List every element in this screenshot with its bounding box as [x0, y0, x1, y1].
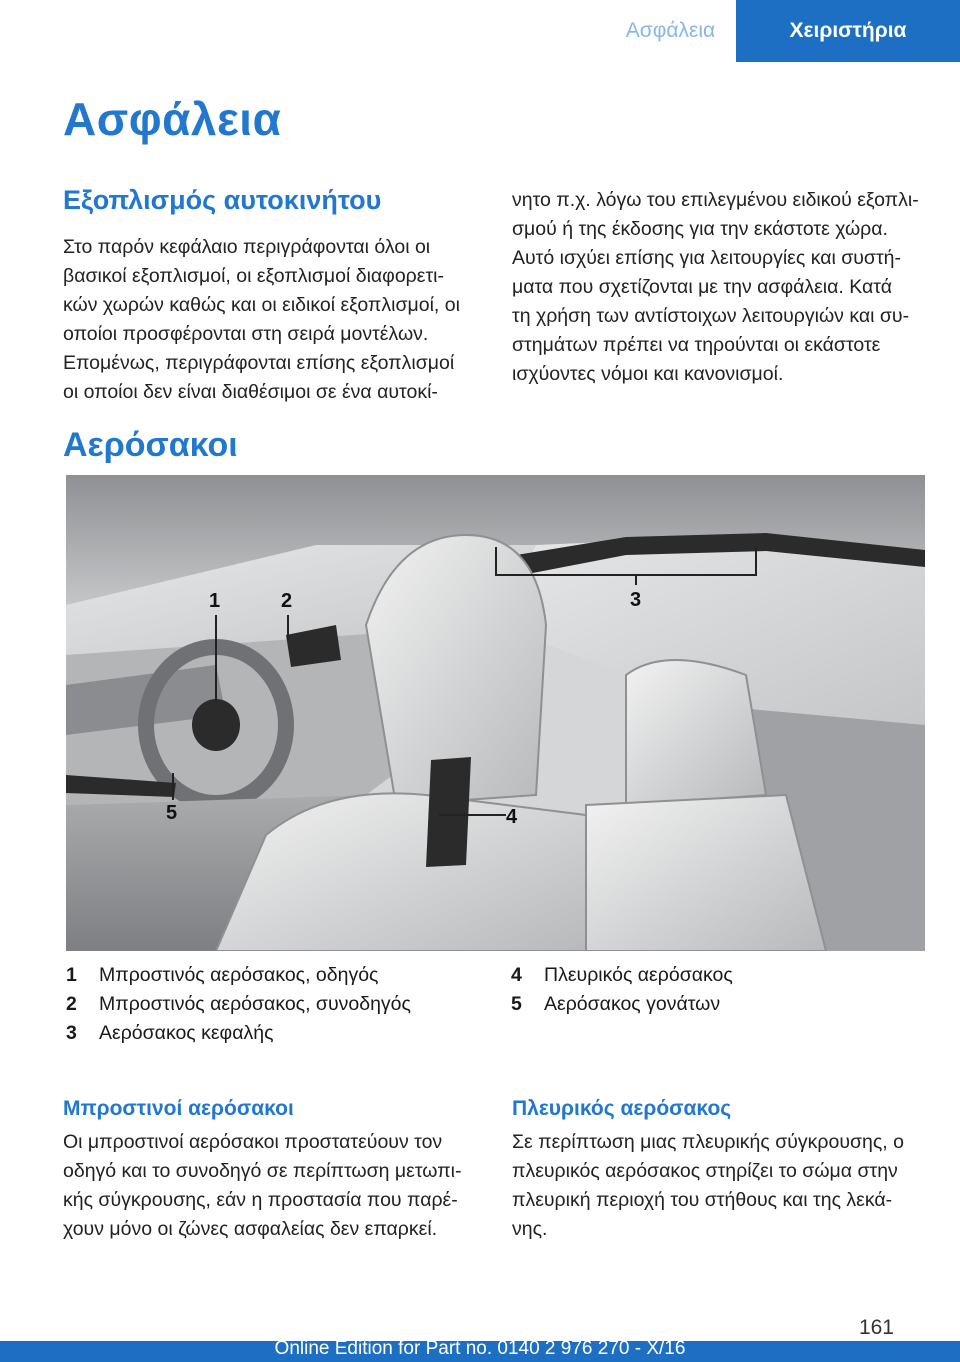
text-line: βασικοί εξοπλισμοί, οι εξοπλισμοί διαφορετι-	[63, 265, 444, 287]
legend-number: 5	[511, 993, 522, 1015]
rear-seat-backrest	[626, 660, 766, 805]
driver-airbag-highlight	[192, 699, 240, 751]
side-airbag-text	[512, 1128, 932, 1244]
footer-edition: Online Edition for Part no. 0140 2 976 270 - X/16	[274, 1338, 686, 1359]
airbag-figure	[66, 475, 925, 951]
side-airbag-highlight	[426, 757, 471, 867]
equipment-text-right	[512, 186, 932, 389]
text-line: Σε περίπτωση μιας πλευρικής σύγκρουσης, ο	[512, 1131, 904, 1153]
page-number: 161	[858, 1316, 894, 1339]
legend-number: 4	[511, 964, 522, 986]
callout-1: 1	[209, 590, 221, 612]
figure-legend-left	[66, 961, 411, 1048]
callout-3: 3	[630, 589, 642, 611]
front-airbags-text	[63, 1128, 483, 1244]
text-line: πλευρικός αερόσακος στηρίζει το σώμα στην	[512, 1160, 898, 1182]
legend-text: Πλευρικός αερόσακος	[544, 964, 733, 986]
legend-item	[66, 961, 411, 990]
legend-item	[511, 990, 733, 1019]
legend-item	[66, 1019, 411, 1048]
legend-text: Μπροστινός αερόσακος, συνοδηγός	[99, 993, 411, 1015]
text-line: Αυτό ισχύει επίσης για λειτουργίες και συστή-	[512, 247, 902, 269]
text-line: χουν μόνο οι ζώνες ασφαλείας δεν επαρκεί.	[63, 1218, 438, 1240]
callout-2: 2	[281, 590, 293, 612]
callout-4: 4	[506, 806, 518, 828]
equipment-text-left	[63, 233, 483, 407]
airbags-heading: Αερόσακοι	[63, 426, 238, 464]
equipment-heading: Εξοπλισμός αυτοκινήτου	[63, 185, 382, 215]
legend-text: Αερόσακος γονάτων	[544, 993, 721, 1015]
text-line: κών χωρών καθώς και οι ειδικοί εξοπλισμοί, οι	[63, 294, 460, 316]
legend-number: 2	[66, 993, 77, 1015]
text-line: νητο π.χ. λόγω του επιλεγμένου ειδικού εξοπλι-	[512, 189, 919, 211]
text-line: κής σύγκρουσης, εάν η προστασία που παρέ-	[63, 1189, 458, 1211]
rear-seat-cushion	[586, 795, 826, 951]
legend-number: 1	[66, 964, 77, 986]
text-line: οι οποίοι δεν είναι διαθέσιμοι σε ένα αυτοκί-	[63, 381, 438, 403]
text-line: οποίοι προσφέρονται στη σειρά μοντέλων.	[63, 323, 429, 345]
text-line: στημάτων πρέπει να τηρούνται οι εκάστοτε	[512, 334, 881, 356]
figure-legend-right	[511, 961, 733, 1019]
legend-number: 3	[66, 1022, 77, 1044]
car-interior-illustration	[66, 475, 925, 951]
front-airbags-heading: Μπροστινοί αερόσακοι	[63, 1097, 294, 1120]
legend-text: Αερόσακος κεφαλής	[99, 1022, 274, 1044]
tab-section[interactable]: Ασφάλεια	[605, 0, 736, 62]
legend-item	[511, 961, 733, 990]
header-tabs	[605, 0, 960, 62]
text-line: πλευρική περιοχή του στήθους και της λεκά-	[512, 1189, 893, 1211]
legend-text: Μπροστινός αερόσακος, οδηγός	[99, 964, 379, 986]
page-title: Ασφάλεια	[63, 93, 282, 145]
callout-5: 5	[166, 802, 178, 824]
text-line: ματα που σχετίζονται με την ασφάλεια. Κατά	[512, 276, 892, 298]
text-line: νης.	[512, 1218, 548, 1240]
text-line: ισχύοντες νόμοι και κανονισμοί.	[512, 363, 784, 385]
text-line: Επομένως, περιγράφονται επίσης εξοπλισμοί	[63, 352, 455, 374]
side-airbag-heading: Πλευρικός αερόσακος	[512, 1097, 732, 1120]
text-line: οδηγό και το συνοδηγό σε περίπτωση μετωπι-	[63, 1160, 462, 1182]
text-line: Οι μπροστινοί αερόσακοι προστατεύουν τον	[63, 1131, 443, 1153]
text-line: Στο παρόν κεφάλαιο περιγράφονται όλοι οι	[63, 236, 431, 258]
tab-chapter[interactable]: Χειριστήρια	[736, 0, 960, 62]
text-line: τη χρήση των αντίστοιχων λειτουργιών και συ-	[512, 305, 910, 327]
legend-item	[66, 990, 411, 1019]
text-line: σμού ή της έκδοσης για την εκάστοτε χώρα.	[512, 218, 888, 240]
